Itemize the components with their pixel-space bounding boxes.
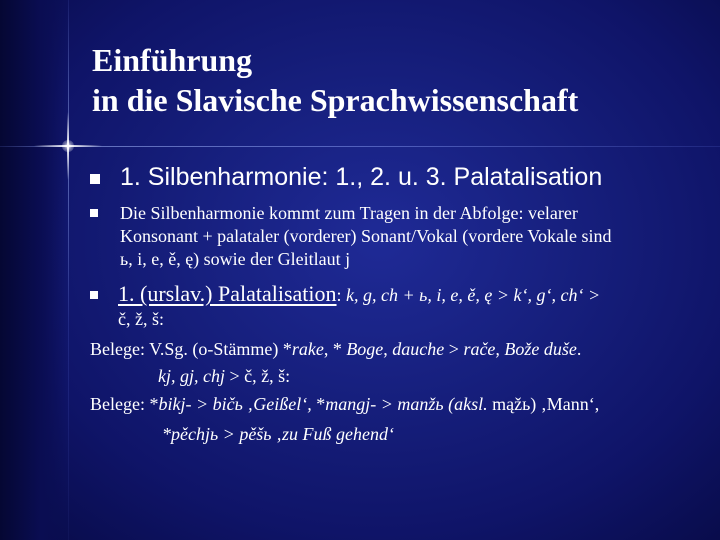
- bullet-3-heading: 1. (urslav.) Palatalisation: [118, 281, 337, 306]
- bullet-2-line-1: Die Silbenharmonie kommt zum Tragen in der Abfolge: velarer: [120, 203, 578, 223]
- belege-1-boge: Boge: [346, 339, 384, 359]
- belege-2-mann: ) ‚Mann‘,: [530, 394, 600, 414]
- bullet-2-line-2: Konsonant + palataler (vorderer) Sonant/Vokal (vordere Vokale sind: [120, 226, 612, 246]
- rule-2-italic: kj, gj, chj: [158, 366, 225, 386]
- title-line-1: Einführung: [92, 42, 253, 78]
- belege-1-label: Belege: V.Sg. (o-Stämme) *: [90, 339, 292, 359]
- bullet-3-line-1: [118, 283, 600, 306]
- belege-2-bikj: bikj- > bičь ‚Geißel‘,: [158, 394, 317, 414]
- square-bullet-icon: [90, 174, 100, 184]
- vertical-rule: [68, 0, 69, 540]
- bullet-3-formula: k, g, ch + ь, i, e, ě, ę > k‘, g‘, ch‘ >: [346, 285, 601, 305]
- belege-1-gt: >: [444, 339, 464, 359]
- title-line-2: in die Slavische Sprachwissenschaft: [92, 82, 579, 118]
- slide-title: [92, 40, 578, 120]
- belege-1-result: rače, Bože duše: [463, 339, 577, 359]
- belege-1-sep: , *: [323, 339, 347, 359]
- square-bullet-icon: [90, 209, 98, 217]
- belege-2-madzi: mąžь: [492, 394, 531, 414]
- belege-1-end: .: [576, 339, 582, 359]
- square-bullet-icon: [90, 291, 98, 299]
- belege-2-star: *: [316, 394, 326, 414]
- bullet-3-colon: :: [336, 285, 347, 305]
- left-dark-band: [0, 0, 68, 540]
- belege-line-2: [90, 393, 599, 415]
- rule-2-rest: > č, ž, š:: [224, 366, 291, 386]
- rule-2-line: [158, 365, 290, 387]
- belege-2-mangj: mangj- > manžь (aksl.: [325, 394, 493, 414]
- bullet-3-line-2: č, ž, š:: [118, 309, 164, 329]
- belege-line-3: *pěchjь > pěšь ‚zu Fuß gehend‘: [162, 424, 394, 444]
- belege-1-rake: rake: [291, 339, 324, 359]
- bullet-2-line-3: ь, i, e, ě, ę) sowie der Gleitlaut j: [120, 249, 351, 269]
- bullet-1-text: 1. Silbenharmonie: 1., 2. u. 3. Palatalisation: [120, 163, 603, 191]
- belege-2-label: Belege: *: [90, 394, 159, 414]
- horizontal-rule: [0, 146, 720, 147]
- belege-1-dauche: dauche: [392, 339, 445, 359]
- belege-line-1: [90, 338, 581, 360]
- belege-1-comma: ,: [383, 339, 393, 359]
